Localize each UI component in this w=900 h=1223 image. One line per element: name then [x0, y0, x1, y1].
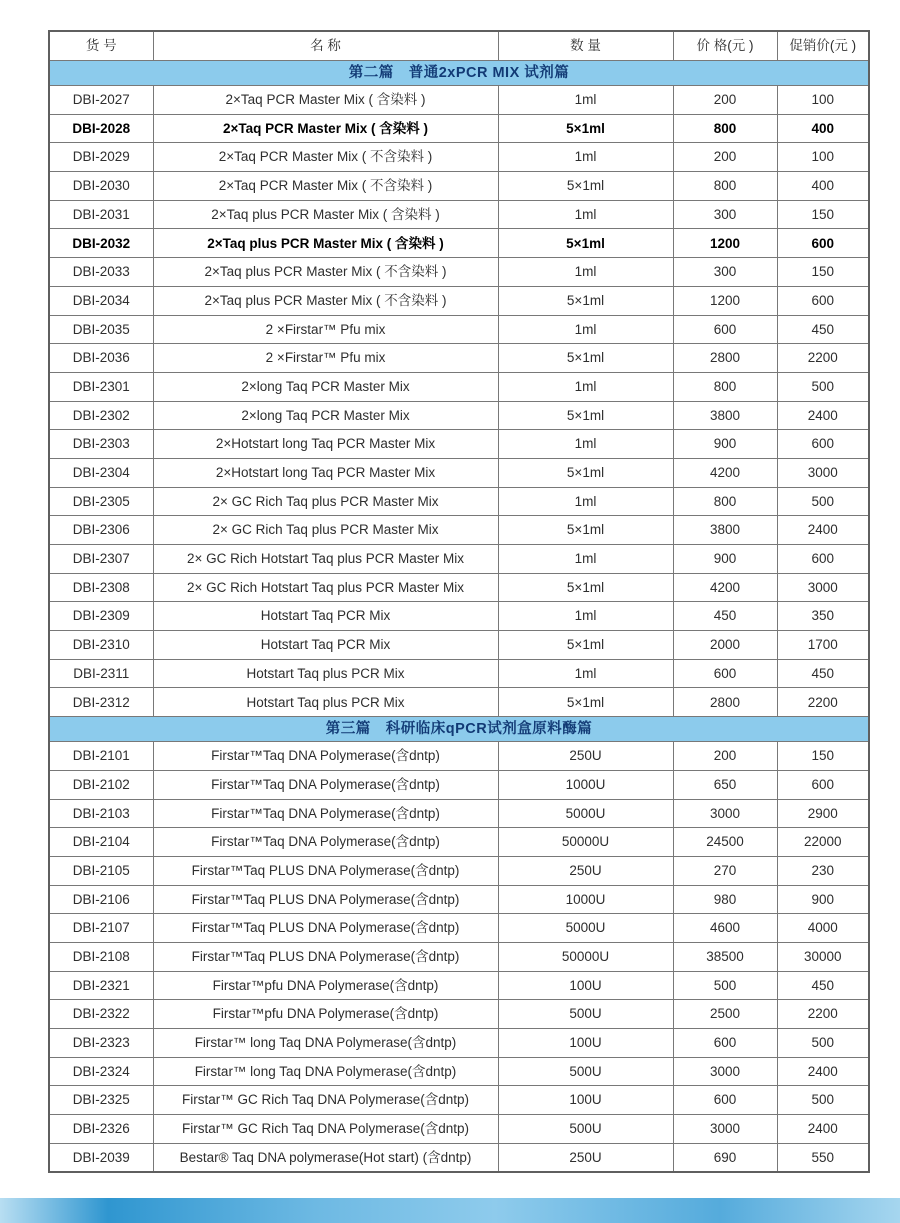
table-row — [49, 770, 869, 799]
table-row — [49, 828, 869, 857]
item-code: DBI-2105 — [49, 856, 153, 885]
section-title: 第三篇 科研临床qPCR试剂盒原料酶篇 — [49, 717, 869, 742]
item-name: Hotstart Taq PCR Mix — [153, 602, 498, 631]
item-price: 200 — [673, 742, 777, 771]
item-price: 3000 — [673, 1057, 777, 1086]
item-code: DBI-2305 — [49, 487, 153, 516]
table-row — [49, 971, 869, 1000]
item-price: 600 — [673, 1029, 777, 1058]
item-price: 300 — [673, 258, 777, 287]
item-promo-price: 2200 — [777, 344, 869, 373]
table-row — [49, 143, 869, 172]
item-name: Firstar™ GC Rich Taq DNA Polymerase(含dntp) — [153, 1115, 498, 1144]
item-name: Hotstart Taq plus PCR Mix — [153, 688, 498, 717]
footer-gradient-bar — [0, 1198, 900, 1223]
col-header-promo-price: 促销价(元 ) — [777, 31, 869, 61]
item-name: Firstar™pfu DNA Polymerase(含dntp) — [153, 1000, 498, 1029]
table-row — [49, 286, 869, 315]
item-quantity: 1ml — [498, 200, 673, 229]
item-name: Firstar™Taq PLUS DNA Polymerase(含dntp) — [153, 914, 498, 943]
item-price: 600 — [673, 1086, 777, 1115]
item-promo-price: 2900 — [777, 799, 869, 828]
item-promo-price: 600 — [777, 770, 869, 799]
item-quantity: 100U — [498, 971, 673, 1000]
item-name: Firstar™Taq DNA Polymerase(含dntp) — [153, 770, 498, 799]
item-price: 980 — [673, 885, 777, 914]
item-price: 600 — [673, 315, 777, 344]
item-quantity: 1000U — [498, 770, 673, 799]
item-promo-price: 550 — [777, 1143, 869, 1172]
table-row — [49, 573, 869, 602]
table-row — [49, 401, 869, 430]
item-promo-price: 500 — [777, 372, 869, 401]
item-quantity: 1ml — [498, 258, 673, 287]
item-promo-price: 350 — [777, 602, 869, 631]
section-header-row — [49, 61, 869, 86]
item-price: 2500 — [673, 1000, 777, 1029]
table-row — [49, 229, 869, 258]
item-price: 800 — [673, 172, 777, 201]
item-promo-price: 100 — [777, 143, 869, 172]
item-code: DBI-2101 — [49, 742, 153, 771]
item-code: DBI-2030 — [49, 172, 153, 201]
col-header-item-name: 名 称 — [153, 31, 498, 61]
item-code: DBI-2027 — [49, 86, 153, 115]
table-row — [49, 114, 869, 143]
item-price: 300 — [673, 200, 777, 229]
item-code: DBI-2029 — [49, 143, 153, 172]
table-row — [49, 372, 869, 401]
item-price: 3000 — [673, 799, 777, 828]
item-price: 38500 — [673, 942, 777, 971]
item-code: DBI-2325 — [49, 1086, 153, 1115]
item-quantity: 5000U — [498, 799, 673, 828]
item-code: DBI-2028 — [49, 114, 153, 143]
item-promo-price: 3000 — [777, 573, 869, 602]
item-price: 690 — [673, 1143, 777, 1172]
item-quantity: 500U — [498, 1000, 673, 1029]
item-promo-price: 4000 — [777, 914, 869, 943]
item-code: DBI-2324 — [49, 1057, 153, 1086]
item-promo-price: 600 — [777, 229, 869, 258]
item-quantity: 5×1ml — [498, 516, 673, 545]
item-price: 900 — [673, 430, 777, 459]
item-quantity: 1000U — [498, 885, 673, 914]
item-promo-price: 100 — [777, 86, 869, 115]
item-price: 2800 — [673, 344, 777, 373]
item-quantity: 1ml — [498, 315, 673, 344]
item-name: 2×Taq PCR Master Mix ( 不含染料 ) — [153, 172, 498, 201]
table-row — [49, 631, 869, 660]
item-quantity: 1ml — [498, 86, 673, 115]
item-name: 2×Taq plus PCR Master Mix ( 不含染料 ) — [153, 286, 498, 315]
item-name: Firstar™Taq DNA Polymerase(含dntp) — [153, 828, 498, 857]
item-quantity: 1ml — [498, 372, 673, 401]
item-code: DBI-2311 — [49, 659, 153, 688]
item-code: DBI-2104 — [49, 828, 153, 857]
table-row — [49, 200, 869, 229]
item-quantity: 1ml — [498, 487, 673, 516]
item-promo-price: 2400 — [777, 1057, 869, 1086]
item-name: Firstar™Taq PLUS DNA Polymerase(含dntp) — [153, 885, 498, 914]
item-price: 200 — [673, 86, 777, 115]
item-code: DBI-2031 — [49, 200, 153, 229]
item-quantity: 100U — [498, 1029, 673, 1058]
price-table — [48, 30, 870, 1173]
table-row — [49, 914, 869, 943]
item-code: DBI-2106 — [49, 885, 153, 914]
item-promo-price: 30000 — [777, 942, 869, 971]
item-promo-price: 600 — [777, 545, 869, 574]
table-row — [49, 1000, 869, 1029]
table-row — [49, 742, 869, 771]
table-row — [49, 1143, 869, 1172]
item-price: 2000 — [673, 631, 777, 660]
item-name: Firstar™Taq DNA Polymerase(含dntp) — [153, 742, 498, 771]
table-row — [49, 1029, 869, 1058]
item-name: 2×Hotstart long Taq PCR Master Mix — [153, 430, 498, 459]
item-code: DBI-2304 — [49, 458, 153, 487]
item-quantity: 250U — [498, 742, 673, 771]
item-promo-price: 450 — [777, 659, 869, 688]
item-quantity: 5×1ml — [498, 573, 673, 602]
item-price: 4600 — [673, 914, 777, 943]
table-row — [49, 545, 869, 574]
col-header-quantity: 数 量 — [498, 31, 673, 61]
item-code: DBI-2301 — [49, 372, 153, 401]
item-name: Firstar™ long Taq DNA Polymerase(含dntp) — [153, 1057, 498, 1086]
item-name: 2×Taq PCR Master Mix ( 含染料 ) — [153, 114, 498, 143]
table-row — [49, 315, 869, 344]
table-row — [49, 86, 869, 115]
item-name: 2× GC Rich Taq plus PCR Master Mix — [153, 487, 498, 516]
item-name: 2×Taq plus PCR Master Mix ( 不含染料 ) — [153, 258, 498, 287]
item-quantity: 5×1ml — [498, 344, 673, 373]
item-quantity: 500U — [498, 1115, 673, 1144]
col-header-item-code: 货 号 — [49, 31, 153, 61]
item-quantity: 250U — [498, 856, 673, 885]
table-row — [49, 258, 869, 287]
col-header-price: 价 格(元 ) — [673, 31, 777, 61]
header-row — [49, 31, 869, 61]
item-name: Hotstart Taq PCR Mix — [153, 631, 498, 660]
item-code: DBI-2036 — [49, 344, 153, 373]
item-promo-price: 600 — [777, 286, 869, 315]
item-price: 450 — [673, 602, 777, 631]
table-row — [49, 487, 869, 516]
item-promo-price: 150 — [777, 742, 869, 771]
item-price: 270 — [673, 856, 777, 885]
item-promo-price: 900 — [777, 885, 869, 914]
table-row — [49, 430, 869, 459]
item-name: Firstar™Taq PLUS DNA Polymerase(含dntp) — [153, 942, 498, 971]
table-row — [49, 602, 869, 631]
item-name: 2×Taq PCR Master Mix ( 不含染料 ) — [153, 143, 498, 172]
item-name: 2×Taq PCR Master Mix ( 含染料 ) — [153, 86, 498, 115]
item-code: DBI-2312 — [49, 688, 153, 717]
item-quantity: 1ml — [498, 545, 673, 574]
item-promo-price: 450 — [777, 971, 869, 1000]
item-code: DBI-2033 — [49, 258, 153, 287]
item-price: 800 — [673, 114, 777, 143]
item-price: 200 — [673, 143, 777, 172]
item-code: DBI-2321 — [49, 971, 153, 1000]
item-quantity: 5×1ml — [498, 114, 673, 143]
item-name: 2×Taq plus PCR Master Mix ( 含染料 ) — [153, 229, 498, 258]
item-promo-price: 150 — [777, 258, 869, 287]
item-price: 3800 — [673, 401, 777, 430]
item-price: 900 — [673, 545, 777, 574]
table-row — [49, 172, 869, 201]
item-name: 2 ×Firstar™ Pfu mix — [153, 315, 498, 344]
table-row — [49, 942, 869, 971]
item-promo-price: 450 — [777, 315, 869, 344]
table-row — [49, 688, 869, 717]
item-promo-price: 2200 — [777, 688, 869, 717]
item-name: 2×long Taq PCR Master Mix — [153, 372, 498, 401]
item-price: 800 — [673, 487, 777, 516]
item-name: Firstar™pfu DNA Polymerase(含dntp) — [153, 971, 498, 1000]
item-quantity: 500U — [498, 1057, 673, 1086]
item-name: Firstar™ GC Rich Taq DNA Polymerase(含dntp) — [153, 1086, 498, 1115]
item-quantity: 1ml — [498, 659, 673, 688]
item-promo-price: 500 — [777, 1029, 869, 1058]
item-quantity: 5×1ml — [498, 458, 673, 487]
item-promo-price: 400 — [777, 172, 869, 201]
item-price: 500 — [673, 971, 777, 1000]
item-promo-price: 2200 — [777, 1000, 869, 1029]
item-name: 2× GC Rich Hotstart Taq plus PCR Master Mix — [153, 573, 498, 602]
section-title: 第二篇 普通2xPCR MIX 试剂篇 — [49, 61, 869, 86]
item-code: DBI-2032 — [49, 229, 153, 258]
item-quantity: 50000U — [498, 942, 673, 971]
table-row — [49, 1057, 869, 1086]
item-name: 2× GC Rich Taq plus PCR Master Mix — [153, 516, 498, 545]
item-code: DBI-2034 — [49, 286, 153, 315]
item-code: DBI-2039 — [49, 1143, 153, 1172]
item-code: DBI-2307 — [49, 545, 153, 574]
table-row — [49, 516, 869, 545]
item-name: Hotstart Taq plus PCR Mix — [153, 659, 498, 688]
item-code: DBI-2103 — [49, 799, 153, 828]
table-row — [49, 799, 869, 828]
item-code: DBI-2326 — [49, 1115, 153, 1144]
item-promo-price: 230 — [777, 856, 869, 885]
item-promo-price: 22000 — [777, 828, 869, 857]
item-name: Firstar™ long Taq DNA Polymerase(含dntp) — [153, 1029, 498, 1058]
item-code: DBI-2308 — [49, 573, 153, 602]
item-promo-price: 2400 — [777, 1115, 869, 1144]
item-name: Firstar™Taq PLUS DNA Polymerase(含dntp) — [153, 856, 498, 885]
item-quantity: 100U — [498, 1086, 673, 1115]
table-row — [49, 659, 869, 688]
item-code: DBI-2323 — [49, 1029, 153, 1058]
item-code: DBI-2302 — [49, 401, 153, 430]
table-row — [49, 856, 869, 885]
item-price: 3800 — [673, 516, 777, 545]
item-quantity: 5×1ml — [498, 286, 673, 315]
item-quantity: 5×1ml — [498, 172, 673, 201]
section-header-row — [49, 717, 869, 742]
table-row — [49, 1115, 869, 1144]
item-price: 3000 — [673, 1115, 777, 1144]
item-promo-price: 500 — [777, 487, 869, 516]
item-quantity: 1ml — [498, 143, 673, 172]
item-name: 2×long Taq PCR Master Mix — [153, 401, 498, 430]
item-code: DBI-2303 — [49, 430, 153, 459]
item-quantity: 5×1ml — [498, 401, 673, 430]
table-row — [49, 1086, 869, 1115]
item-price: 1200 — [673, 286, 777, 315]
item-quantity: 1ml — [498, 602, 673, 631]
item-quantity: 5×1ml — [498, 688, 673, 717]
item-quantity: 250U — [498, 1143, 673, 1172]
item-promo-price: 3000 — [777, 458, 869, 487]
item-quantity: 1ml — [498, 430, 673, 459]
item-promo-price: 150 — [777, 200, 869, 229]
item-promo-price: 1700 — [777, 631, 869, 660]
table-row — [49, 458, 869, 487]
item-code: DBI-2310 — [49, 631, 153, 660]
item-price: 800 — [673, 372, 777, 401]
item-price: 1200 — [673, 229, 777, 258]
item-code: DBI-2035 — [49, 315, 153, 344]
item-name: 2 ×Firstar™ Pfu mix — [153, 344, 498, 373]
item-code: DBI-2108 — [49, 942, 153, 971]
item-promo-price: 2400 — [777, 401, 869, 430]
item-price: 2800 — [673, 688, 777, 717]
table-row — [49, 344, 869, 373]
item-name: 2×Taq plus PCR Master Mix ( 含染料 ) — [153, 200, 498, 229]
item-promo-price: 600 — [777, 430, 869, 459]
item-code: DBI-2309 — [49, 602, 153, 631]
item-quantity: 5×1ml — [498, 631, 673, 660]
item-name: 2× GC Rich Hotstart Taq plus PCR Master Mix — [153, 545, 498, 574]
item-code: DBI-2306 — [49, 516, 153, 545]
item-name: Firstar™Taq DNA Polymerase(含dntp) — [153, 799, 498, 828]
item-code: DBI-2102 — [49, 770, 153, 799]
item-code: DBI-2322 — [49, 1000, 153, 1029]
table-row — [49, 885, 869, 914]
item-promo-price: 500 — [777, 1086, 869, 1115]
item-price: 650 — [673, 770, 777, 799]
item-price: 4200 — [673, 573, 777, 602]
item-promo-price: 400 — [777, 114, 869, 143]
item-code: DBI-2107 — [49, 914, 153, 943]
item-name: 2×Hotstart long Taq PCR Master Mix — [153, 458, 498, 487]
item-price: 24500 — [673, 828, 777, 857]
item-price: 600 — [673, 659, 777, 688]
item-name: Bestar® Taq DNA polymerase(Hot start) (含dntp) — [153, 1143, 498, 1172]
item-price: 4200 — [673, 458, 777, 487]
item-quantity: 5×1ml — [498, 229, 673, 258]
item-quantity: 5000U — [498, 914, 673, 943]
item-quantity: 50000U — [498, 828, 673, 857]
item-promo-price: 2400 — [777, 516, 869, 545]
